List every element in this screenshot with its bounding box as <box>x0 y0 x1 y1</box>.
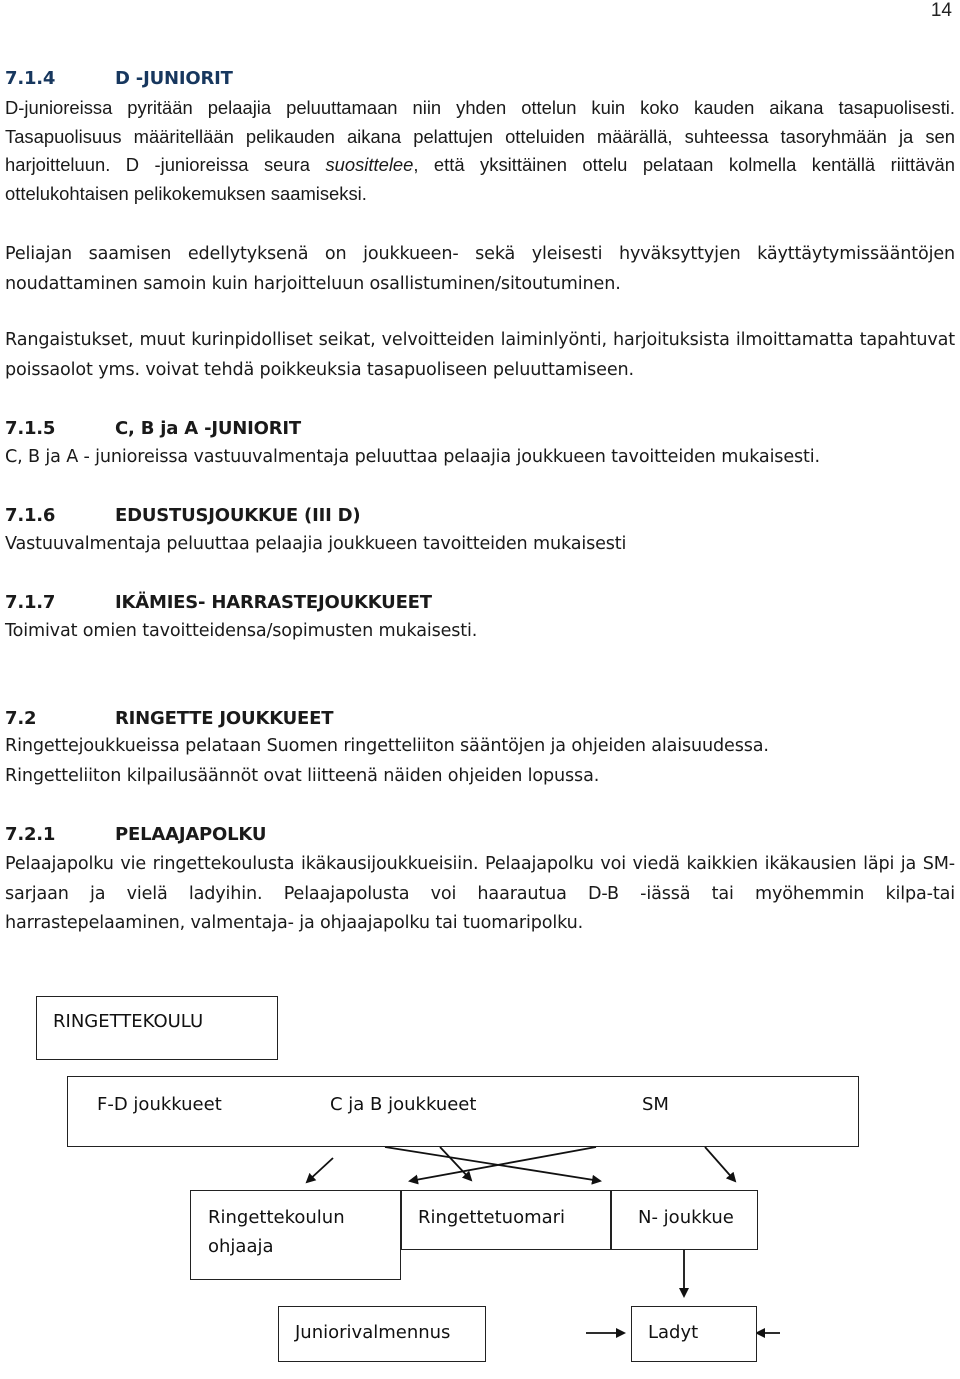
section-title: EDUSTUSJOUKKUE (III D) <box>115 505 361 526</box>
referee-label: Ringettetuomari <box>418 1207 566 1228</box>
n-team-box <box>611 1190 758 1250</box>
emphasis-text: suosittelee <box>325 154 414 176</box>
section-title: IKÄMIES- HARRASTEJOUKKUEET <box>115 592 432 613</box>
section-number: 7.2.1 <box>5 824 56 845</box>
cba-juniors-text: C, B ja A - junioreissa vastuuvalmentaja peluuttaa pelaajia joukkueen tavoitteiden mukaisesti. <box>5 447 820 467</box>
section-title: D -JUNIORIT <box>115 68 233 89</box>
section-number: 7.1.5 <box>5 418 56 439</box>
box-label: RINGETTEKOULU <box>53 1011 204 1032</box>
junior-coaching-box <box>278 1306 486 1362</box>
arrow-sm-to-nteam <box>705 1147 735 1181</box>
veterans-text: Toimivat omien tavoitteidensa/sopimusten mukaisesti. <box>5 621 478 641</box>
section-title: RINGETTE JOUKKUEET <box>115 708 334 729</box>
section-number: 7.1.7 <box>5 592 56 613</box>
ladies-label: Ladyt <box>648 1322 699 1343</box>
para-text: Peliajan saamisen edellytyksenä on joukkueen- sekä yleisesti hyväksyttyjen käyttäytymissääntöjen noudattaminen samoin kuin harjoitteluun osallistuminen/sitoutuminen. <box>5 244 955 294</box>
para-text: D-junioreissa pyritään pelaajia peluuttamaan niin yhden ottelun kuin koko kauden aikana tasapuolisesti. Tasapuolisuus määritellään pelikauden aikana pelattujen otteluiden määrällä, suhteessa tasoryhmään ja sen harjoitteluun. D -junioreissa seura <box>5 97 955 176</box>
para-text: , että yksittäinen ottelu pelataan kolmella kentällä riittävän ottelukohtaisen pelikokemuksen saamiseksi. <box>5 154 955 204</box>
section-title: C, B ja A -JUNIORIT <box>115 418 301 439</box>
referee-box <box>401 1190 611 1250</box>
sm-label: SM <box>642 1094 669 1115</box>
coach-box <box>190 1190 401 1280</box>
para-text: Rangaistukset, muut kurinpidolliset seikat, velvoitteiden laiminlyönti, harjoituksista ilmoittamatta tapahtuvat poissaolot yms. voivat tehdä poikkeuksia tasapuoliseen peluuttamiseen. <box>5 330 955 380</box>
ladies-box <box>631 1306 757 1362</box>
representative-team-text: Vastuuvalmentaja peluuttaa pelaajia joukkueen tavoitteiden mukaisesti <box>5 534 627 554</box>
n-team-label: N- joukkue <box>638 1207 734 1228</box>
coach-label-line1: Ringettekoulun <box>208 1207 345 1228</box>
text-line: Ringetteliiton kilpailusäännöt ovat liitteenä näiden ohjeiden lopussa. <box>5 765 600 786</box>
section-title: PELAAJAPOLKU <box>115 824 267 845</box>
section-number: 7.1.6 <box>5 505 56 526</box>
coach-label-line2: ohjaaja <box>208 1236 274 1257</box>
fd-teams-label: F-D joukkueet <box>97 1094 222 1115</box>
section-number: 7.2 <box>5 708 37 729</box>
ringettekoulu-box <box>36 996 278 1060</box>
text-line: Ringettejoukkueissa pelataan Suomen ringetteliiton sääntöjen ja ohjeiden alaisuudessa. <box>5 736 769 756</box>
arrow-fd-to-coach <box>307 1158 333 1182</box>
cb-teams-label: C ja B joukkueet <box>330 1094 477 1115</box>
para-text: Pelaajapolku vie ringettekoulusta ikäkausijoukkueisiin. Pelaajapolku voi viedä kaikkien ikäkausien läpi ja SM-sarjaan ja vielä ladyihin. Pelaajapolusta voi haarautua D-B -iässä tai myöhemmin kilpa-tai harrastepelaaminen, valmentaja- ja ohjaajapolku tai tuomaripolku. <box>5 854 955 933</box>
teams-box <box>67 1076 859 1147</box>
section-number: 7.1.4 <box>5 68 56 89</box>
page-number: 14 <box>930 0 952 21</box>
junior-coaching-label: Juniorivalmennus <box>295 1322 451 1343</box>
